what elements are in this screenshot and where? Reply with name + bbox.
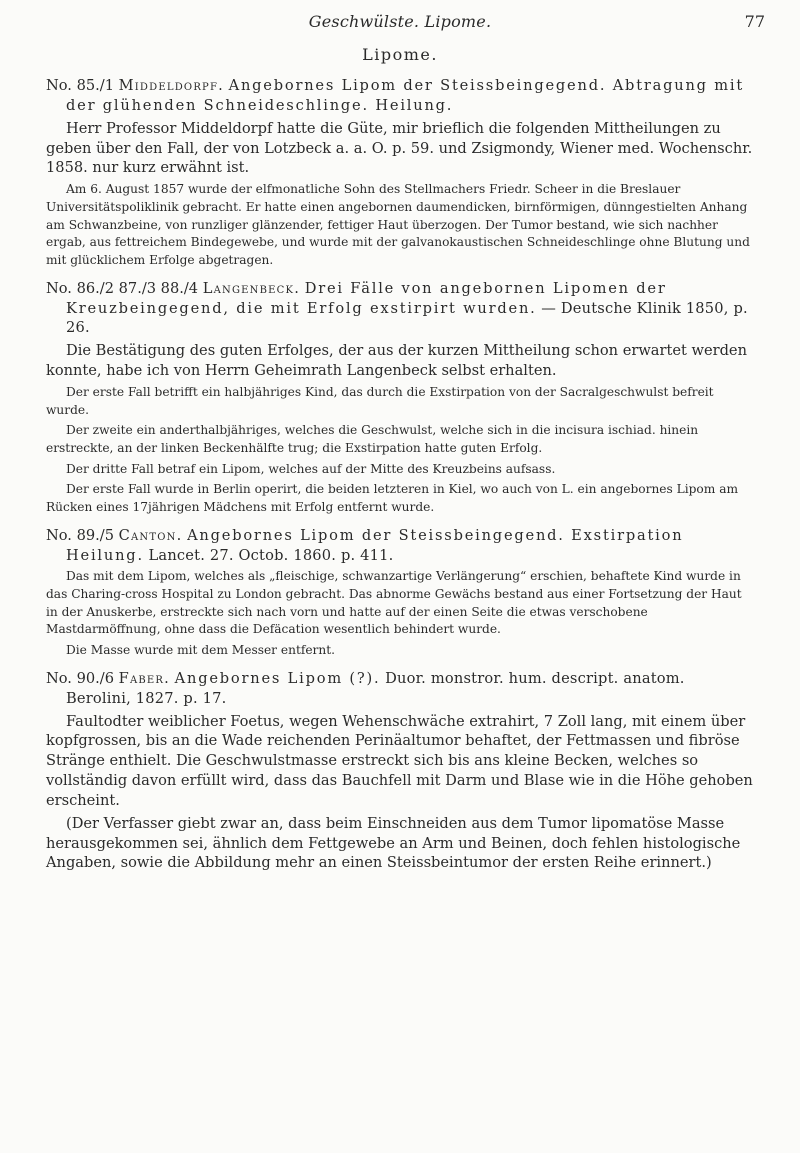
case-reference: Duor. monstror. hum. descript. anatom. Berolini, 1827. p. 17. <box>66 669 685 707</box>
case-number: No. 86./2 87./3 88./4 <box>46 279 199 297</box>
case-number: No. 90./6 <box>46 669 114 687</box>
case-reference: Lancet. 27. Octob. 1860. p. 411. <box>148 546 394 564</box>
case-author: Middeldorpf. <box>118 77 224 94</box>
case-entry <box>46 279 754 517</box>
entry-paragraph: Der erste Fall wurde in Berlin operirt, die beiden letzteren in Kiel, wo auch von L. ein angebornes Lipom am Rücken eines 17jährigen Mädchens mit Erfolg entfernt wurde. <box>46 482 739 514</box>
page-header <box>0 0 800 40</box>
case-title: Angebornes Lipom (?). <box>174 669 381 687</box>
case-title: Angebornes Lipom der Steissbeingegend. Exstirpation Heilung. <box>66 526 684 564</box>
case-title: Drei Fälle von angebornen Lipomen der Kreuzbeingegend, die mit Erfolg exstirpirt wurden. <box>66 279 667 317</box>
entry-heading <box>46 279 754 339</box>
entry-paragraph: Am 6. August 1857 wurde der elfmonatliche Sohn des Stellmachers Friedr. Scheer in die Breslauer Universitätspoliklinik gebracht. Er hatte einen angebornen daumendicken, birnförmigen, dünngestielten Anhang am Schwanzbeine, von runzliger glänzender, fettiger Haut überzogen. Der Tumor bestand, wie sich nachher ergab, aus fettreichem Bindegewebe, und wurde mit der galvanokaustischen Schneideschlinge ohne Blutung und mit glücklichem Erfolge abgetragen. <box>46 182 750 267</box>
running-head: Geschwülste. Lipome. <box>308 12 492 31</box>
case-entry <box>46 76 754 270</box>
entries-list <box>46 76 754 882</box>
case-number: No. 85./1 <box>46 77 114 94</box>
case-author: Faber. <box>118 669 171 687</box>
case-entry <box>46 526 754 660</box>
case-entry <box>46 669 754 873</box>
entry-paragraph: Herr Professor Middeldorpf hatte die Güte, mir brieflich die folgenden Mittheilungen zu geben über den Fall, der von Lotzbeck a. a. O. p. 59. und Zsigmondy, Wiener med. Wochenschr. 1858. nur kurz erwähnt ist. <box>46 119 753 177</box>
entry-paragraph: Das mit dem Lipom, welches als „fleischige, schwanzartige Verlängerung“ erschien, behaftete Kind wurde in das Charing-cross Hospital zu London gebracht. Das abnorme Gewächs bestand aus einer Fortsetzung der Haut in der Anuskerbe, erstreckte sich nach vorn und hatte auf der einen Seite die etwas verschobene Mastdarmöffnung, ohne dass die Defäcation wesentlich behindert wurde. <box>46 569 742 637</box>
section-title: Lipome. <box>362 45 438 64</box>
page-number: 77 <box>744 12 765 31</box>
entry-paragraph: Der erste Fall betrifft ein halbjähriges Kind, das durch die Exstirpation von der Sacralgeschwulst befreit wurde. <box>46 384 714 417</box>
entry-paragraph: (Der Verfasser giebt zwar an, dass beim Einschneiden aus dem Tumor lipomatöse Masse herausgekommen sei, ähnlich dem Fettgewebe an Arm und Beinen, doch fehlen histologische Angaben, sowie die Abbildung mehr an einen Steissbeintumor der ersten Reihe erinnert.) <box>46 814 741 872</box>
case-author: Canton. <box>118 526 183 544</box>
entry-paragraph: Faultodter weiblicher Foetus, wegen Wehenschwäche extrahirt, 7 Zoll lang, mit einem über kopfgrossen, bis an die Wade reichenden Perinäaltumor behaftet, der Fettmassen und fibröse Stränge enthielt. Die Geschwulstmasse erstreckt sich bis ans kleine Becken, welches so vollständig davon erfüllt wird, dass das Bauchfell mit Darm und Blase wie in die Höhe gehoben erscheint. <box>46 712 753 809</box>
entry-paragraph: Die Bestätigung des guten Erfolges, der aus der kurzen Mittheilung schon erwartet werden konnte, habe ich von Herrn Geheimrath Langenbeck selbst erhalten. <box>46 342 747 380</box>
entry-paragraph: Die Masse wurde mit dem Messer entfernt. <box>66 643 336 658</box>
entry-paragraph: Der dritte Fall betraf ein Lipom, welches auf der Mitte des Kreuzbeins aufsass. <box>66 461 556 476</box>
case-author: Langenbeck. <box>202 279 301 297</box>
case-reference: — Deutsche Klinik 1850, p. 26. <box>66 299 748 337</box>
case-number: No. 89./5 <box>46 526 114 544</box>
entry-heading <box>46 526 754 566</box>
entry-heading <box>46 669 754 709</box>
case-title: Angebornes Lipom der Steissbeingegend. Abtragung mit der glühenden Schneideschlinge. Heilung. <box>66 77 745 114</box>
entry-heading <box>46 76 754 116</box>
entry-paragraph: Der zweite ein anderthalbjähriges, welches die Geschwulst, welche sich in die incisura ischiad. hinein erstreckte, an der linken Beckenhälfte trug; die Exstirpation hatte guten Erfolg. <box>46 423 699 455</box>
